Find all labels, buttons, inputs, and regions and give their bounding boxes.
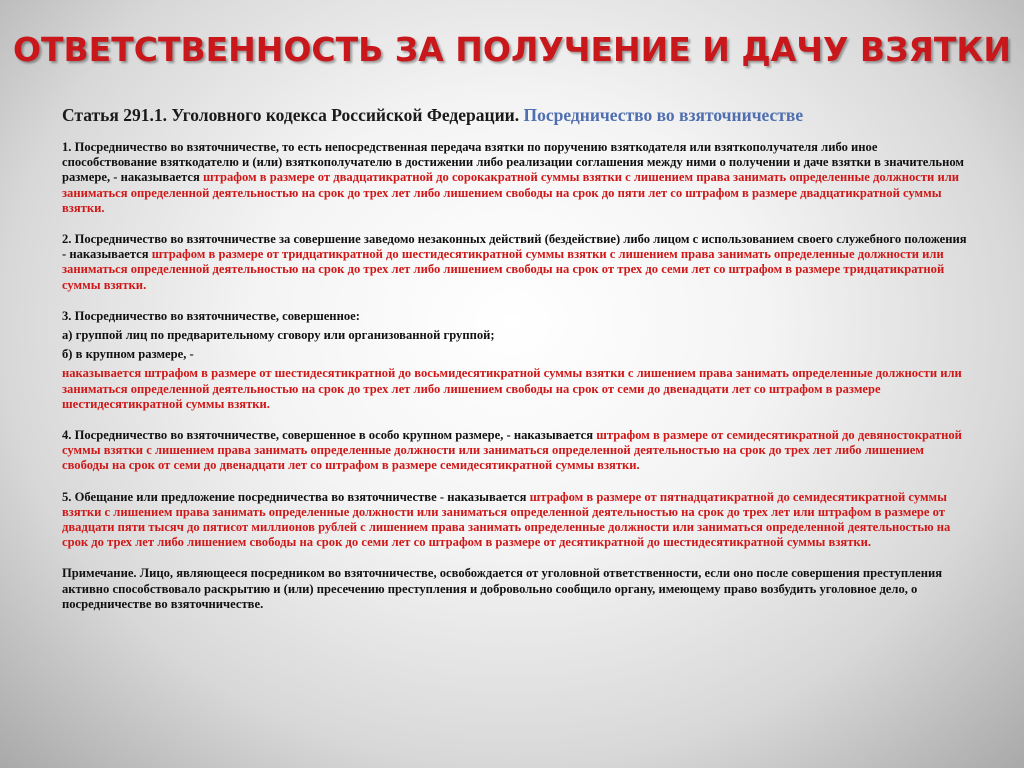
- paragraph-4: [62, 428, 967, 474]
- paragraph-1-penalty: штрафом в размере от двадцатикратной до сорокакратной суммы взятки с лишением права занимать определенные должности или заниматься определенной деятельностью на срок до трех лет либо лишением свободы на срок до пяти лет со штрафом в размере двадцатикратной суммы взятки.: [62, 170, 960, 215]
- article-note: Примечание. Лицо, являющееся посредником во взяточничестве, освобождается от уголовной ответственности, если оно после совершения преступления активно способствовало раскрытию и (или) пресечению преступления и добровольно сообщило органу, имеющему право возбудить уголовное дело, о посредничестве во взяточничестве.: [62, 566, 943, 611]
- paragraph-2: [62, 232, 967, 293]
- paragraph-2-penalty: штрафом в размере от тридцатикратной до шестидесятикратной суммы взятки с лишением права занимать определенные должности или заниматься определенной деятельностью на срок до трех лет либо лишением свободы на срок от трех до семи лет со штрафом в размере тридцатикратной суммы взятки.: [62, 247, 945, 292]
- paragraph-2-text: 2. Посредничество во взяточничестве за совершение заведомо незаконных действий (бездействие) либо лицом с использованием своего служебного положения - наказывается: [62, 232, 967, 262]
- paragraph-1-text: 1. Посредничество во взяточничестве, то есть непосредственная передача взятки по поручению взяткодателя или взяткополучателя либо иное способствование взяткодателю и (или) взяткополучателю в достижении либо реализации соглашения между ними о получении и даче взятки в значительном размере, - наказывается: [62, 140, 964, 185]
- paragraph-4-penalty: штрафом в размере от семидесятикратной до девяностократной суммы взятки с лишением права занимать определенные должности или заниматься определенной деятельностью на срок до трех лет либо лишением свободы на срок от семи до двенадцати лет со штрафом в размере семидесятикратной суммы взятки.: [62, 428, 962, 473]
- paragraph-3-intro: 3. Посредничество во взяточничестве, совершенное:: [62, 308, 360, 323]
- paragraph-3-penalty: наказывается штрафом в размере от шестидесятикратной до восьмидесятикратной суммы взятки с лишением права занимать определенные должности или заниматься определенной деятельностью на срок до трех лет либо лишением свободы на срок от семи до двенадцати лет со штрафом в размере шестидесятикратной суммы взятки.: [62, 366, 962, 411]
- paragraph-3-item-a: а) группой лиц по предварительному сговору или организованной группой;: [62, 328, 495, 343]
- article-body: [62, 140, 967, 612]
- article-reference: Статья 291.1. Уголовного кодекса Российской Федерации.: [62, 105, 524, 125]
- paragraph-5-penalty: штрафом в размере от пятнадцатикратной до семидесятикратной суммы взятки с лишением права занимать определенные должности или заниматься определенной деятельностью на срок до трех лет или штрафом в размере от двадцати пяти тысяч до пятисот миллионов рублей с лишением права занимать определенные должности или заниматься определенной деятельностью на срок до трех лет либо лишением свободы на срок до семи лет со штрафом в размере от десятикратной до шестидесятикратной суммы взятки.: [62, 489, 951, 550]
- paragraph-1: [62, 140, 967, 216]
- paragraph-5-text: 5. Обещание или предложение посредничества во взяточничестве - наказывается: [62, 489, 530, 504]
- paragraph-3-item-b: б) в крупном размере, -: [62, 347, 194, 362]
- paragraph-5: [62, 490, 967, 551]
- slide-title: ОТВЕТСТВЕННОСТЬ ЗА ПОЛУЧЕНИЕ И ДАЧУ ВЗЯТКИ: [12, 30, 1012, 69]
- article-topic: Посредничество во взяточничестве: [523, 105, 804, 125]
- paragraph-4-text: 4. Посредничество во взяточничестве, совершенное в особо крупном размере, - наказывается: [62, 428, 597, 443]
- article-heading: [62, 105, 982, 126]
